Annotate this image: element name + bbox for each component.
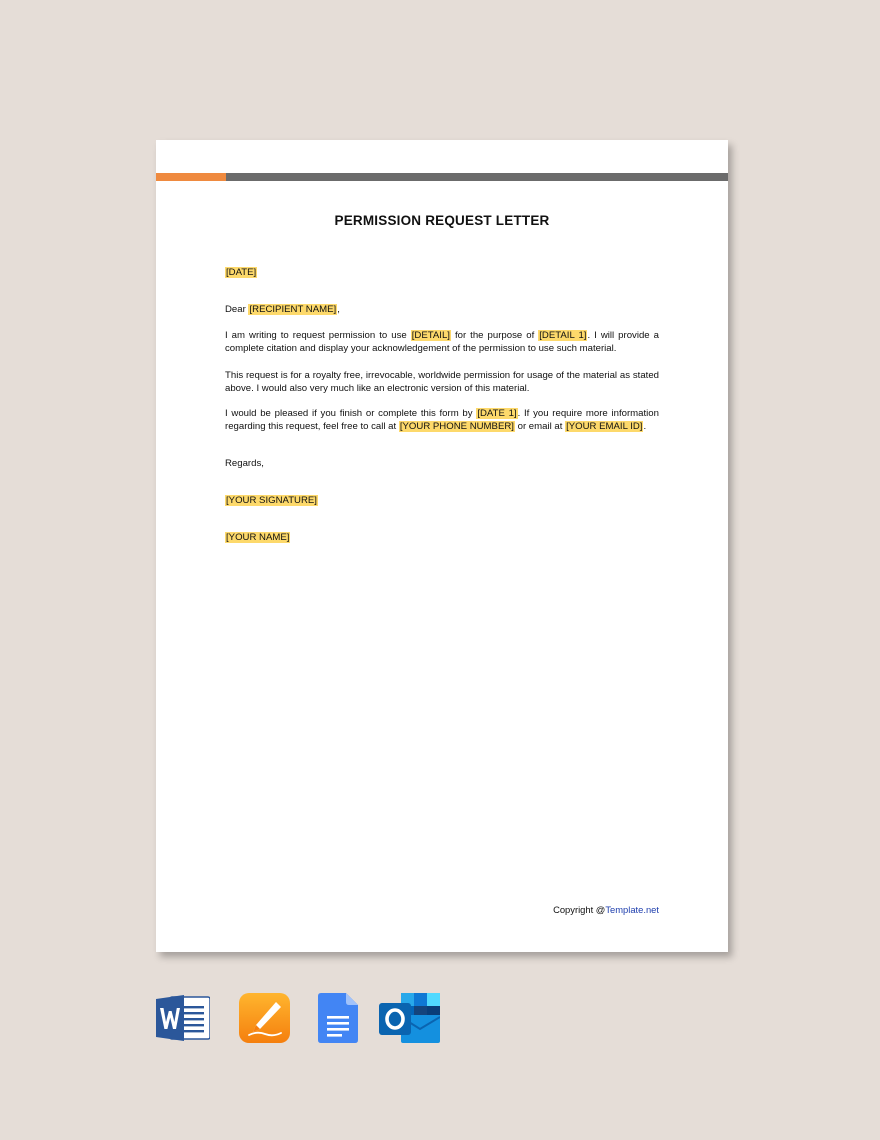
copyright <box>553 904 659 915</box>
p1-text-a: I am writing to request permission to use <box>225 330 411 341</box>
salutation-text: Dear <box>225 304 249 315</box>
p1-text-c: . I will provide a complete citation and display your acknowledgement of the permission to use such material. <box>225 330 659 354</box>
paragraph-2 <box>225 369 659 395</box>
email-placeholder: [YOUR EMAIL ID] <box>566 421 643 432</box>
p3-text-b: . If you require more information regarding this request, feel free to call at <box>225 408 659 432</box>
paragraph-1 <box>225 329 659 355</box>
detail-placeholder: [DETAIL] <box>411 330 450 341</box>
google-docs-icon[interactable] <box>318 993 358 1043</box>
signature-placeholder: [YOUR SIGNATURE] <box>226 495 317 506</box>
date-placeholder: [DATE] <box>226 267 257 278</box>
p2-text: This request is for a royalty free, irrevocable, worldwide permission for usage of the material as stated above. I would also very much like an electronic version of this material. <box>225 370 659 394</box>
recipient-placeholder: [RECIPIENT NAME] <box>249 304 337 315</box>
header-bar-accent <box>156 173 226 181</box>
paragraph-3 <box>225 407 659 433</box>
signature-line <box>225 494 659 507</box>
name-line <box>225 531 659 544</box>
p3-text-d: . <box>643 421 647 432</box>
document-title: PERMISSION REQUEST LETTER <box>334 213 550 228</box>
copyright-text: Copyright @ <box>553 904 606 915</box>
salutation-comma: , <box>337 304 340 315</box>
document-page <box>156 140 728 952</box>
template-link[interactable]: Template.net <box>605 904 659 915</box>
name-placeholder: [YOUR NAME] <box>226 532 290 543</box>
salutation-line <box>225 303 659 316</box>
phone-placeholder: [YOUR PHONE NUMBER] <box>399 421 514 432</box>
p3-text-a: I would be pleased if you finish or complete this form by <box>225 408 477 419</box>
date1-placeholder: [DATE 1] <box>477 408 517 419</box>
ms-word-icon[interactable] <box>156 993 210 1043</box>
date-line <box>225 266 659 279</box>
apple-pages-icon[interactable] <box>239 993 291 1043</box>
ms-outlook-icon[interactable] <box>379 993 440 1043</box>
regards-line: Regards, <box>225 458 264 469</box>
p3-text-c: or email at <box>514 421 566 432</box>
p1-text-b: for the purpose of <box>450 330 539 341</box>
header-bar <box>156 173 728 181</box>
detail1-placeholder: [DETAIL 1] <box>539 330 587 341</box>
